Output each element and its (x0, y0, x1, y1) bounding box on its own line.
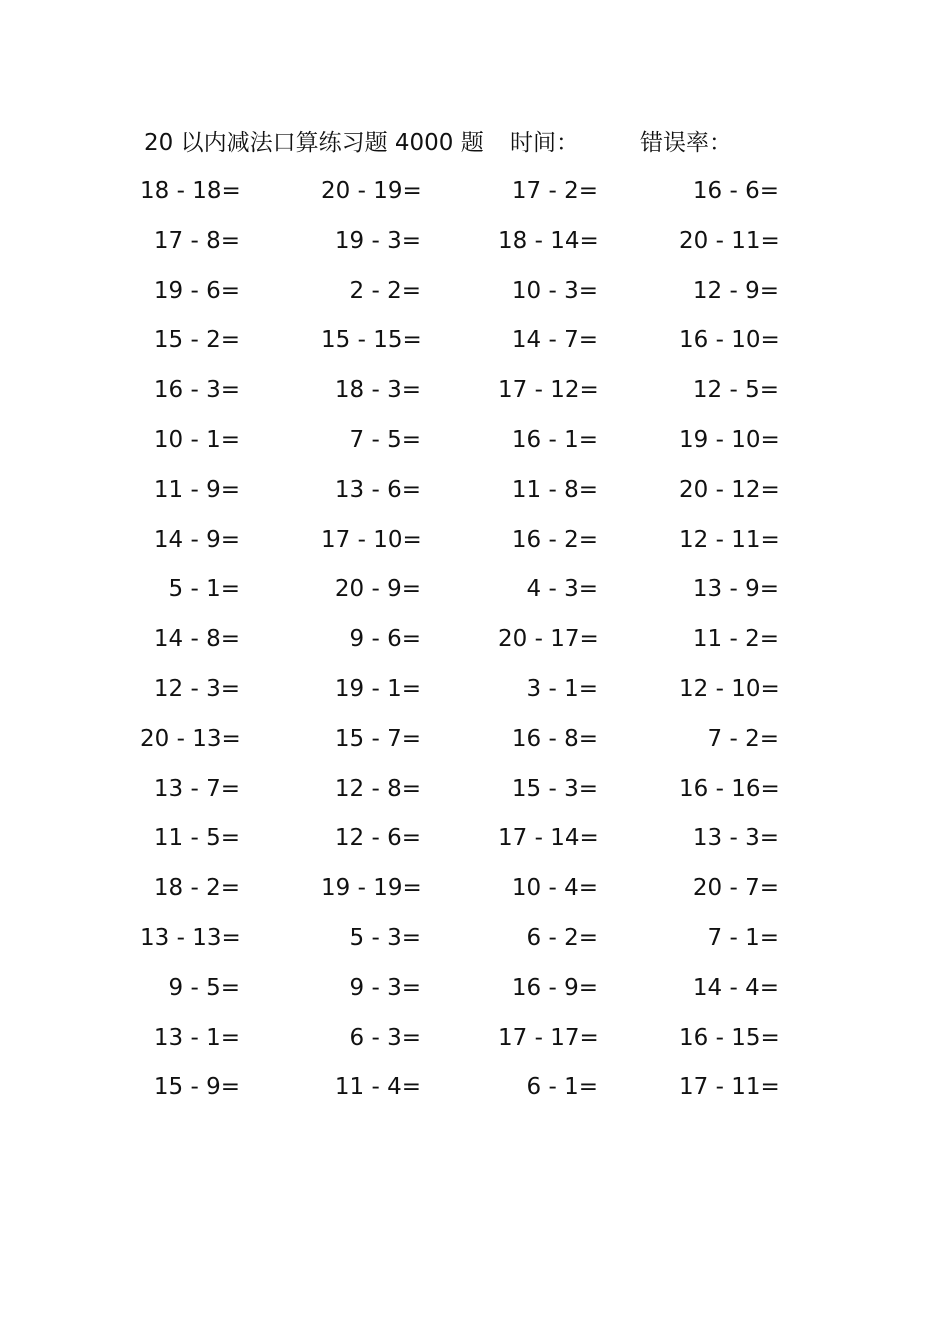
problem-item: 17 - 14= (498, 825, 599, 852)
problem-row (140, 572, 800, 622)
problem-item: 17 - 10= (321, 526, 422, 553)
problem-item: 13 - 13= (140, 924, 241, 951)
problem-item: 14 - 4= (692, 974, 779, 1001)
problem-row (140, 622, 800, 672)
problem-row (140, 821, 800, 871)
problem-item: 18 - 14= (498, 227, 599, 254)
problem-item: 18 - 2= (153, 875, 240, 902)
problem-item: 5 - 3= (349, 924, 421, 951)
problem-item: 15 - 15= (321, 327, 422, 354)
problem-item: 14 - 7= (511, 327, 598, 354)
problem-item: 12 - 9= (692, 277, 779, 304)
problem-item: 17 - 2= (511, 178, 598, 204)
problem-item: 10 - 1= (153, 426, 240, 453)
problem-item: 16 - 9= (511, 974, 598, 1001)
problem-item: 7 - 5= (349, 426, 421, 453)
problem-item: 20 - 7= (692, 875, 779, 902)
problem-item: 12 - 11= (679, 526, 780, 553)
problem-item: 18 - 3= (334, 377, 421, 404)
problem-row (140, 672, 800, 722)
problem-row (140, 971, 800, 1021)
problem-item: 16 - 1= (511, 426, 598, 453)
problem-item: 11 - 4= (334, 1074, 421, 1101)
problem-item: 19 - 1= (334, 675, 421, 702)
problem-item: 18 - 18= (140, 178, 241, 204)
problem-item: 19 - 10= (679, 426, 780, 453)
problem-item: 13 - 9= (692, 576, 779, 603)
problem-item: 19 - 6= (153, 277, 240, 304)
problem-item: 15 - 7= (334, 725, 421, 752)
problem-item: 20 - 12= (679, 476, 780, 503)
problem-item: 15 - 3= (511, 775, 598, 802)
problem-item: 11 - 8= (511, 476, 598, 503)
problem-item: 17 - 8= (153, 227, 240, 254)
problem-row (140, 772, 800, 822)
problem-item: 12 - 8= (334, 775, 421, 802)
problem-row (140, 423, 800, 473)
problem-row (140, 1021, 800, 1071)
problem-item: 20 - 13= (140, 725, 241, 752)
problem-item: 4 - 3= (526, 576, 598, 603)
problem-item: 12 - 10= (679, 675, 780, 702)
problem-row (140, 921, 800, 971)
problem-item: 19 - 19= (321, 875, 422, 902)
problem-item: 3 - 1= (526, 675, 598, 702)
time-label: 时间： (510, 130, 579, 156)
worksheet-header (144, 126, 784, 160)
problem-row (140, 523, 800, 573)
worksheet-title: 20 以内减法口算练习题 4000 题 (144, 130, 484, 156)
problem-row (140, 224, 800, 274)
problem-item: 2 - 2= (349, 277, 421, 304)
problem-item: 9 - 3= (349, 974, 421, 1001)
problem-item: 6 - 2= (526, 924, 598, 951)
problem-item: 19 - 3= (334, 227, 421, 254)
problem-grid (140, 174, 800, 1120)
problem-item: 10 - 3= (511, 277, 598, 304)
problem-row (140, 1070, 800, 1120)
problem-item: 20 - 19= (321, 178, 422, 204)
problem-item: 16 - 8= (511, 725, 598, 752)
problem-item: 12 - 3= (153, 675, 240, 702)
problem-item: 16 - 16= (679, 775, 780, 802)
problem-item: 10 - 4= (511, 875, 598, 902)
problem-row (140, 722, 800, 772)
problem-item: 5 - 1= (168, 576, 240, 603)
problem-item: 11 - 9= (153, 476, 240, 503)
problem-item: 13 - 1= (153, 1024, 240, 1051)
problem-item: 11 - 5= (153, 825, 240, 852)
problem-row (140, 323, 800, 373)
problem-item: 16 - 2= (511, 526, 598, 553)
problem-row (140, 274, 800, 324)
problem-item: 17 - 11= (679, 1074, 780, 1101)
error-rate-label: 错误率： (640, 130, 732, 156)
problem-item: 12 - 5= (692, 377, 779, 404)
problem-item: 13 - 7= (153, 775, 240, 802)
problem-item: 11 - 2= (692, 626, 779, 653)
problem-item: 6 - 1= (526, 1074, 598, 1101)
problem-item: 20 - 11= (679, 227, 780, 254)
problem-item: 7 - 2= (707, 725, 779, 752)
problem-item: 16 - 10= (679, 327, 780, 354)
problem-item: 9 - 6= (349, 626, 421, 653)
problem-item: 14 - 9= (153, 526, 240, 553)
problem-item: 14 - 8= (153, 626, 240, 653)
problem-item: 16 - 6= (692, 178, 779, 204)
problem-item: 9 - 5= (168, 974, 240, 1001)
problem-row (140, 473, 800, 523)
problem-item: 12 - 6= (334, 825, 421, 852)
problem-item: 17 - 12= (498, 377, 599, 404)
problem-row (140, 871, 800, 921)
problem-item: 6 - 3= (349, 1024, 421, 1051)
problem-item: 17 - 17= (498, 1024, 599, 1051)
problem-row (140, 174, 800, 224)
problem-item: 16 - 3= (153, 377, 240, 404)
problem-item: 13 - 6= (334, 476, 421, 503)
problem-item: 13 - 3= (692, 825, 779, 852)
problem-row (140, 373, 800, 423)
problem-item: 20 - 17= (498, 626, 599, 653)
problem-item: 15 - 2= (153, 327, 240, 354)
problem-item: 7 - 1= (707, 924, 779, 951)
problem-item: 15 - 9= (153, 1074, 240, 1101)
problem-item: 16 - 15= (679, 1024, 780, 1051)
problem-item: 20 - 9= (334, 576, 421, 603)
